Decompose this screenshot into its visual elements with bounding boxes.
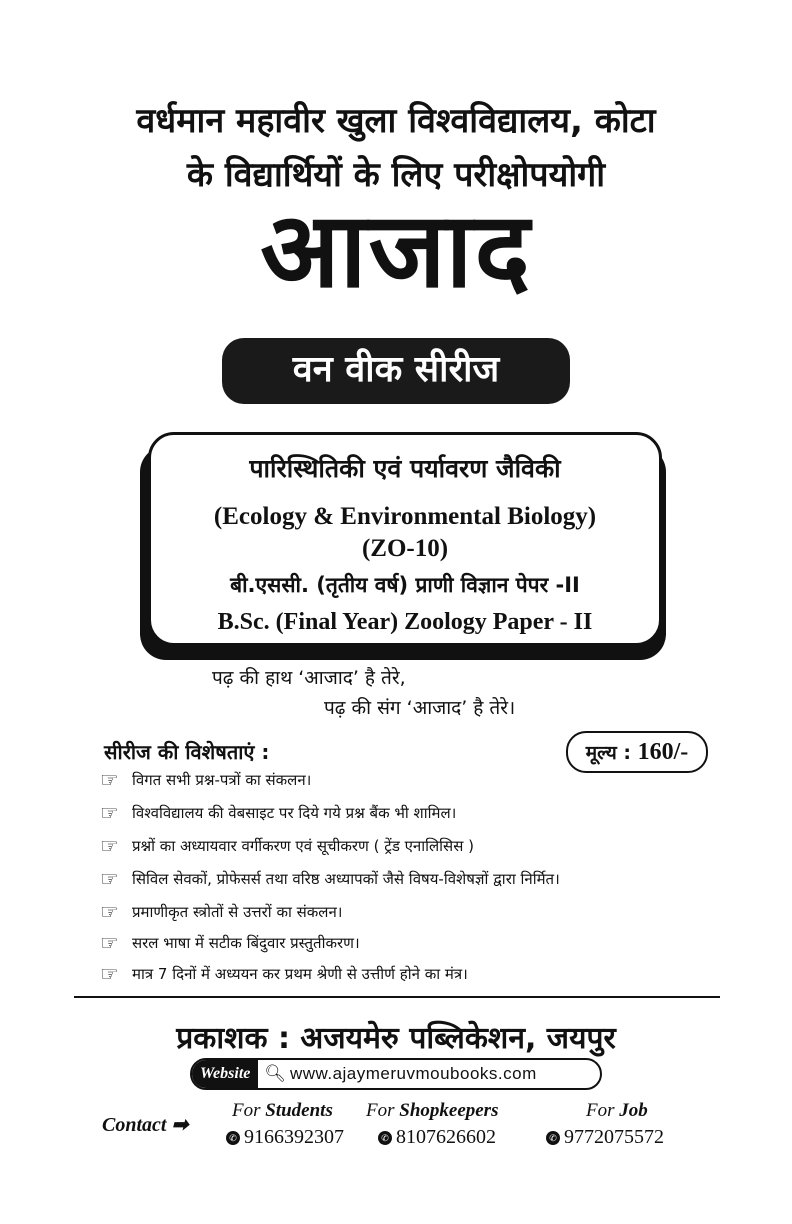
feature-item	[100, 962, 468, 986]
price-label: मूल्य :	[585, 742, 631, 764]
pointing-hand-icon: ☞	[100, 834, 119, 858]
feature-item	[100, 867, 560, 891]
feature-text: मात्र 7 दिनों में अध्ययन कर प्रथम श्रेणी से उत्तीर्ण होने का मंत्र।	[132, 965, 468, 983]
feature-text: सरल भाषा में सटीक बिंदुवार प्रस्तुतीकरण।	[132, 934, 360, 952]
pointing-hand-icon: ☞	[100, 801, 119, 825]
subject-hindi: पारिस्थितिकी एवं पर्यावरण जैविकी	[249, 454, 561, 483]
subtitle-heading: के विद्यार्थियों के लिए परीक्षोपयोगी	[186, 155, 606, 195]
search-icon: 🔍︎	[264, 1064, 286, 1084]
subject-english: (Ecology & Environmental Biology)	[213, 503, 597, 530]
contact-phone[interactable]: ✆ 8107626602	[378, 1126, 496, 1149]
pointing-hand-icon: ☞	[100, 962, 119, 986]
feature-item	[100, 931, 360, 955]
feature-item	[100, 834, 474, 858]
feature-text: प्रश्नों का अध्यायवार वर्गीकरण एवं सूचीकरण ( ट्रेंड एनालिसिस )	[132, 837, 474, 855]
subject-code: (ZO-10)	[361, 535, 449, 562]
feature-item	[100, 801, 456, 825]
feature-text: विगत सभी प्रश्न-पत्रों का संकलन।	[132, 771, 312, 789]
feature-text: प्रमाणीकृत स्त्रोतों से उत्तरों का संकलन।	[132, 903, 343, 921]
series-badge: वन वीक सीरीज	[222, 338, 570, 404]
phone-icon: ✆	[226, 1131, 240, 1145]
subject-box	[148, 432, 662, 646]
pointing-hand-icon: ☞	[100, 900, 119, 924]
contact-group-heading: For Shopkeepers	[366, 1100, 499, 1121]
website-bar[interactable]	[190, 1058, 602, 1090]
features-heading: सीरीज की विशेषताएं :	[104, 740, 270, 764]
pointing-hand-icon: ☞	[100, 768, 119, 792]
phone-icon: ✆	[378, 1131, 392, 1145]
contact-phone[interactable]: ✆ 9772075572	[546, 1126, 664, 1149]
contact-group-heading: For Job	[586, 1100, 648, 1121]
website-link[interactable]: www.ajaymeruvmoubooks.com	[289, 1064, 537, 1083]
feature-item	[100, 900, 342, 924]
university-heading: वर्धमान महावीर खुला विश्वविद्यालय, कोटा	[136, 101, 656, 141]
phone-icon: ✆	[546, 1131, 560, 1145]
contact-label: Contact ➡	[102, 1114, 189, 1136]
price-badge	[566, 731, 708, 773]
pointing-hand-icon: ☞	[100, 867, 119, 891]
publisher-line: प्रकाशक : अजयमेरु पब्लिकेशन, जयपुर	[176, 1021, 616, 1056]
price-value: 160/-	[637, 739, 689, 765]
divider	[74, 996, 720, 998]
feature-text: सिविल सेवकों, प्रोफेसर्स तथा वरिष्ठ अध्यापकों जैसे विषय-विशेषज्ञों द्वारा निर्मित।	[132, 870, 560, 888]
contact-phone[interactable]: ✆ 9166392307	[226, 1126, 344, 1149]
course-hindi: बी.एससी. (तृतीय वर्ष) प्राणी विज्ञान पेपर -II	[230, 573, 580, 597]
website-label: Website	[192, 1060, 258, 1088]
poem-line-1: पढ़ की हाथ ‘आजाद’ है तेरे,	[212, 667, 406, 689]
poem-line-2: पढ़ की संग ‘आजाद’ है तेरे।	[324, 697, 516, 719]
course-english: B.Sc. (Final Year) Zoology Paper - II	[217, 609, 593, 635]
brand-title: आजाद	[260, 189, 532, 311]
contact-group-heading: For Students	[232, 1100, 333, 1121]
feature-item	[100, 768, 311, 792]
arrow-icon: ➡	[171, 1114, 189, 1136]
pointing-hand-icon: ☞	[100, 931, 119, 955]
feature-text: विश्वविद्यालय की वेबसाइट पर दिये गये प्रश्न बैंक भी शामिल।	[132, 804, 457, 822]
